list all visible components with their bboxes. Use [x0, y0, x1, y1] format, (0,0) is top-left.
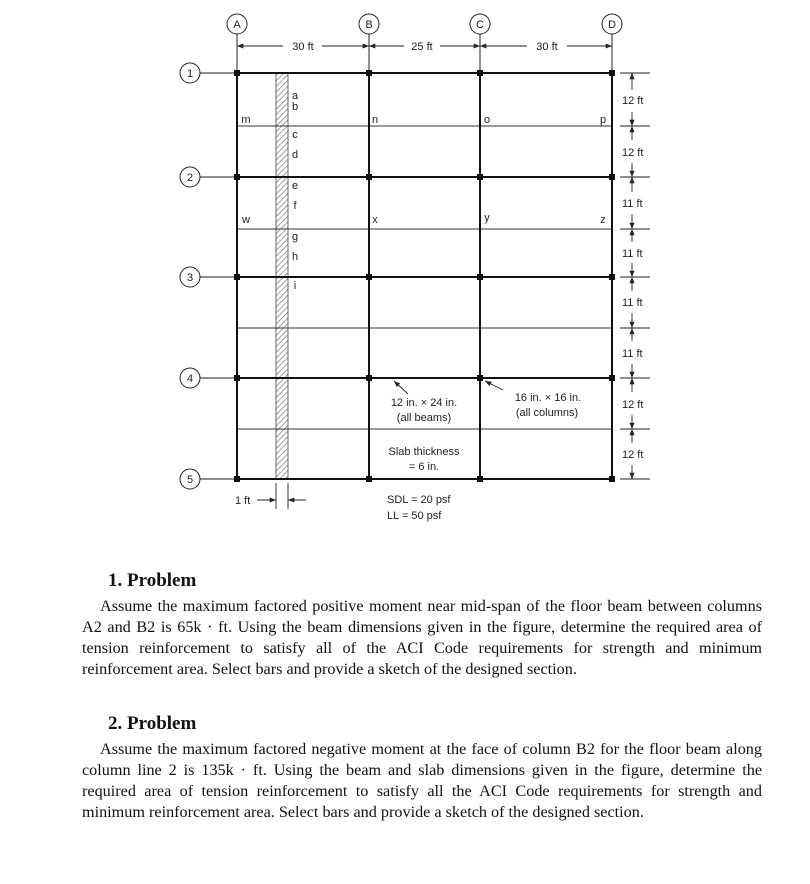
problem-body: Assume the maximum factored positive moment near mid-span of the floor beam between columns A2 and B2 is 65k · ft. Using the beam dimensions given in the figure, determine the required area of tension reinforcement to satisfy all of the ACI Code requirements for strength and minimum reinforcement area. Select bars and provide a sketch of the designed section.	[82, 597, 762, 678]
joist-label: g	[291, 231, 299, 243]
beam-label: p	[599, 114, 607, 126]
span-dimension-lines	[620, 73, 650, 479]
problem-title: 1. Problem	[108, 570, 197, 591]
problem-2	[82, 713, 762, 823]
beam-label: m	[241, 114, 251, 126]
column-note: (all columns)	[515, 407, 579, 419]
column-line-label: C	[476, 19, 484, 31]
span-length-label: 11 ft	[622, 198, 643, 210]
bay-width-label: 30 ft	[536, 41, 558, 53]
beam-label: o	[483, 114, 491, 126]
load-label: LL = 50 psf	[387, 510, 442, 522]
column-line-label: A	[233, 19, 241, 31]
beam-note-leader	[394, 381, 408, 394]
row-line-label: 4	[186, 373, 194, 385]
span-length-label: 12 ft	[622, 95, 644, 107]
joist-label: d	[291, 149, 299, 161]
joist-label: b	[291, 101, 299, 113]
beam-note: (all beams)	[396, 412, 452, 424]
span-length-label: 12 ft	[622, 147, 644, 159]
joist-label: a	[291, 90, 299, 102]
joist-label: e	[291, 180, 299, 192]
row-line-label: 3	[186, 272, 194, 284]
joist-label: i	[293, 280, 297, 292]
span-length-label: 11 ft	[622, 248, 643, 260]
bay-width-label: 25 ft	[411, 41, 433, 53]
span-length-label: 12 ft	[622, 399, 644, 411]
load-label: SDL = 20 psf	[387, 494, 451, 506]
beam-label: y	[484, 212, 490, 224]
slab-note: = 6 in.	[408, 461, 440, 473]
span-length-label: 11 ft	[622, 297, 643, 309]
span-length-label: 11 ft	[622, 348, 643, 360]
column-note-leader	[485, 381, 503, 390]
problem-title: 2. Problem	[108, 713, 197, 734]
row-line-label: 1	[186, 68, 194, 80]
strip-dimension-label: 1 ft	[235, 495, 251, 507]
row-line-label: 2	[186, 172, 194, 184]
beam-label: n	[371, 114, 379, 126]
span-length-label: 12 ft	[622, 449, 644, 461]
joist-label: c	[292, 129, 298, 141]
problem-1	[82, 570, 762, 680]
column-line-label: D	[608, 19, 616, 31]
bay-width-label: 30 ft	[292, 41, 314, 53]
row-line-label: 5	[186, 474, 194, 486]
beam-label: x	[372, 214, 378, 226]
beam-label: w	[242, 214, 250, 226]
column-note: 16 in. × 16 in.	[514, 392, 582, 404]
strip-dimension-marks	[257, 483, 306, 509]
beam-label: z	[600, 214, 606, 226]
joist-label: h	[291, 251, 299, 263]
column-line-label: B	[365, 19, 373, 31]
problem-body: Assume the maximum factored negative moment at the face of column B2 for the floor beam along column line 2 is 135k · ft. Using the beam and slab dimensions given in the figure, determine the required area of tension reinforcement to satisfy all the ACI Code requirements for strength and minimum reinforcement area. Select bars and provide a sketch of the designed section.	[82, 740, 762, 821]
slab-note: Slab thickness	[388, 446, 460, 458]
beam-note: 12 in. × 24 in.	[390, 397, 458, 409]
joist-label: f	[293, 200, 297, 212]
